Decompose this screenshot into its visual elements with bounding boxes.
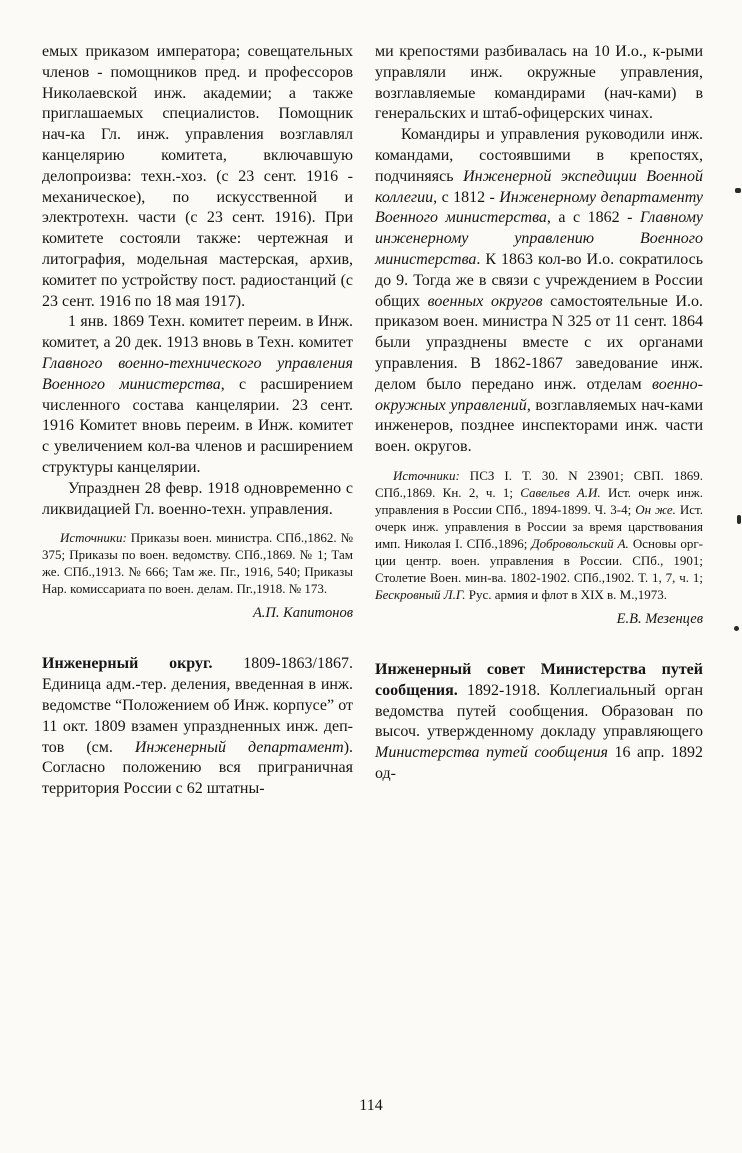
text-run: Инженерной экспедиции Военной коллегии	[375, 167, 703, 206]
text-run: Инженерный департамент	[134, 738, 344, 756]
text-run: Основы орг-ции центр. воен. управления в России. СПб., 1901; Столетие Воен. мин-ва. 1802-1902. СПб.,1902. Т. 1, 7, ч. 1;	[375, 535, 703, 585]
body-paragraph	[42, 479, 353, 521]
text-run: Командиры и управления руководили инж. командами, состоявшими в крепостях, подчиняясь	[375, 126, 703, 185]
text-run: Ист. очерк инж. управления в России СПб., 1894-1899. Ч. 3-4;	[375, 484, 704, 517]
text-run: Он же.	[635, 501, 676, 517]
text-run: ). Согласно положению вся приграничная территория России с 62 штатны-	[42, 738, 354, 798]
text-run: 1 янв. 1869 Техн. комитет переим. в Инж. комитет, а 20 дек. 1913 вновь в Техн. комитет	[42, 313, 353, 352]
scan-artifact	[735, 188, 741, 193]
text-run: Главному инженерному управлению Военного министерства	[375, 209, 704, 268]
scan-artifact	[737, 515, 741, 524]
column-left	[42, 42, 353, 800]
scan-artifact	[734, 626, 739, 631]
column-right	[375, 42, 703, 785]
entry-paragraph	[375, 660, 703, 785]
text-run: Добровольский А.	[531, 535, 629, 551]
page-number: 114	[359, 1097, 383, 1114]
author-signature	[42, 603, 353, 623]
text-run: Инженерный совет Министерства путей сообщения.	[375, 660, 703, 699]
text-run: 1809-1863/1867. Единица адм.-тер. деления, введенная в инж. ведомстве “Положением об Инж. корпусе” от 11 окт. 1809 взамен упраздненных инж. деп-тов (см.	[42, 655, 353, 756]
text-run: Приказы воен. министра. СПб.,1862. № 375; Приказы по воен. ведомству. СПб.,1869. № 1; Там же. СПб.,1913. № 666; Там же. Пг., 1916, 540; Приказы Нар. комиссариата по воен. делам. Пг.,1918. № 173.	[42, 530, 353, 597]
text-run: Источники:	[393, 467, 460, 483]
text-run: Рус. армия и флот в XIX в. М.,1973.	[465, 586, 667, 602]
text-run: Главного военно-технического управления Военного министерства	[42, 354, 353, 393]
sources-paragraph	[375, 467, 703, 603]
text-run: Бескровный Л.Г.	[375, 586, 466, 602]
text-run: емых приказом императора; совещательных членов - помощников пред. и профессоров Николаевской инж. академии; а также приглашаемых специалистов. Помощник нач-ка Гл. инж. управления возглавлял канцелярию комитета, включавшую делопроизва: техн.-хоз. (с 23 сент. 1916 - механическое), по искусственной и электротехн. части (с 23 сент. 1916). При комитете состояли также: чертежная и литография, модельная мастерская, архив, комитет по устройству пост. радиостанций (с 23 сент. 1916 по 18 мая 1917).	[42, 43, 353, 310]
text-run: . К 1863 кол-во И.о. сократилось до 9. Тогда же в связи с учреждением в России общих	[375, 250, 703, 310]
text-run: военно-окружных управлений	[375, 375, 703, 414]
sources-paragraph	[42, 529, 353, 597]
body-paragraph	[42, 312, 353, 478]
text-run: Упразднен 28 февр. 1918 одновременно с ликвидацией Гл. военно-техн. управления.	[42, 479, 353, 518]
text-run: 16 апр. 1892 од-	[375, 744, 704, 782]
text-run: Инженерному департаменту Военного министерства	[375, 188, 703, 227]
text-run: 1892-1918. Коллегиальный орган ведомства путей сообщения. Образован по высоч. утвержденному докладу управляющего	[375, 681, 703, 741]
text-run: ПСЗ I. Т. 30. N 23901; СВП. 1869. СПб.,1869. Кн. 2, ч. 1;	[375, 467, 703, 500]
text-run: Е.В. Мезенцев	[616, 610, 703, 627]
author-signature	[375, 609, 703, 629]
text-run: Ист. очерк инж. управления в России за время царствования имп. Николая I. СПб.,1896;	[375, 501, 703, 551]
body-paragraph	[375, 125, 703, 458]
text-run: , а с 1862 -	[546, 209, 640, 227]
text-run: военных округов	[427, 292, 543, 310]
text-run: Источники:	[60, 530, 127, 546]
body-paragraph	[42, 42, 353, 312]
text-run: самостоятельные И.о. приказом воен. министра N 325 от 11 сент. 1864 были упразднены вместе с их органами управления. В 1862-1867 заведование инж. делом было передано инж. отделам	[375, 292, 704, 393]
text-run: , с 1812 -	[433, 188, 500, 206]
text-run: , возглавляемых нач-ками инженеров, позднее инспекторами инж. части воен. округов.	[375, 396, 704, 456]
text-run: Савельев А.И.	[520, 484, 601, 500]
text-run: ми крепостями разбивалась на 10 И.о., к-рыми управляли инж. окружные управления, возглавляемые командирами (нач-ками) в генеральских и штаб-офицерских чинах.	[375, 43, 703, 123]
body-paragraph	[375, 42, 703, 125]
entry-paragraph	[42, 654, 353, 800]
text-run: А.П. Капитонов	[252, 605, 353, 622]
text-run: Министерства путей сообщения	[375, 744, 608, 762]
text-run: Инженерный округ.	[42, 655, 213, 673]
text-run: , с расширением численного состава канцелярии. 23 сент. 1916 Комитет вновь переим. в Инж. комитет с увеличением кол-ва членов и расширением структуры канцелярии.	[42, 375, 354, 476]
